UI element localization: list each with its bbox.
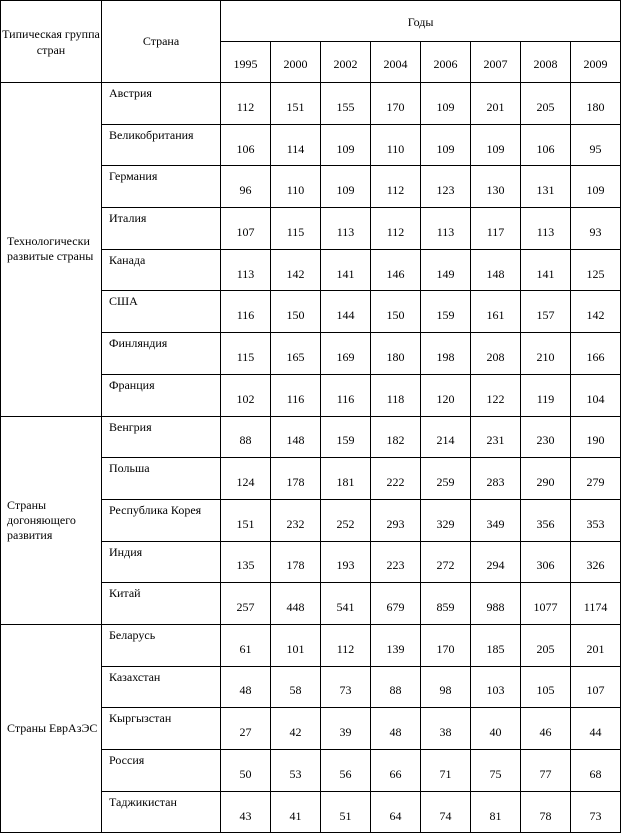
value-cell: 988: [471, 583, 521, 625]
value-cell: 178: [271, 541, 321, 583]
value-cell: 66: [371, 750, 421, 792]
country-cell: Финляндия: [102, 333, 221, 375]
value-cell: 185: [471, 624, 521, 666]
value-cell: 144: [321, 291, 371, 333]
value-cell: 230: [521, 416, 571, 458]
value-cell: 141: [321, 249, 371, 291]
country-cell: Республика Корея: [102, 499, 221, 541]
value-cell: 109: [421, 124, 471, 166]
value-cell: 679: [371, 583, 421, 625]
value-cell: 232: [271, 499, 321, 541]
value-cell: 109: [471, 124, 521, 166]
value-cell: 71: [421, 750, 471, 792]
value-cell: 78: [521, 791, 571, 833]
value-cell: 170: [371, 83, 421, 125]
value-cell: 157: [521, 291, 571, 333]
value-cell: 205: [521, 83, 571, 125]
value-cell: 124: [221, 458, 271, 500]
value-cell: 113: [421, 208, 471, 250]
value-cell: 279: [571, 458, 621, 500]
country-cell: США: [102, 291, 221, 333]
value-cell: 116: [271, 374, 321, 416]
value-cell: 56: [321, 750, 371, 792]
country-cell: Казахстан: [102, 666, 221, 708]
value-cell: 180: [371, 333, 421, 375]
header-years: Годы: [221, 1, 621, 42]
value-cell: 293: [371, 499, 421, 541]
value-cell: 96: [221, 166, 271, 208]
value-cell: 58: [271, 666, 321, 708]
value-cell: 110: [371, 124, 421, 166]
value-cell: 142: [271, 249, 321, 291]
value-cell: 150: [271, 291, 321, 333]
value-cell: 141: [521, 249, 571, 291]
value-cell: 283: [471, 458, 521, 500]
value-cell: 119: [521, 374, 571, 416]
value-cell: 149: [421, 249, 471, 291]
value-cell: 181: [321, 458, 371, 500]
value-cell: 159: [321, 416, 371, 458]
value-cell: 272: [421, 541, 471, 583]
value-cell: 61: [221, 624, 271, 666]
value-cell: 205: [521, 624, 571, 666]
value-cell: 106: [221, 124, 271, 166]
value-cell: 114: [271, 124, 321, 166]
value-cell: 193: [321, 541, 371, 583]
value-cell: 115: [221, 333, 271, 375]
value-cell: 294: [471, 541, 521, 583]
value-cell: 252: [321, 499, 371, 541]
year-header-cell: 2007: [471, 42, 521, 83]
value-cell: 541: [321, 583, 371, 625]
value-cell: 257: [221, 583, 271, 625]
country-cell: Китай: [102, 583, 221, 625]
year-header-cell: 2008: [521, 42, 571, 83]
value-cell: 109: [421, 83, 471, 125]
value-cell: 27: [221, 708, 271, 750]
header-country: Страна: [102, 1, 221, 83]
year-header-cell: 2006: [421, 42, 471, 83]
value-cell: 151: [271, 83, 321, 125]
value-cell: 113: [221, 249, 271, 291]
value-cell: 103: [471, 666, 521, 708]
value-cell: 101: [271, 624, 321, 666]
value-cell: 105: [521, 666, 571, 708]
value-cell: 74: [421, 791, 471, 833]
value-cell: 290: [521, 458, 571, 500]
value-cell: 98: [421, 666, 471, 708]
value-cell: 120: [421, 374, 471, 416]
year-header-cell: 2002: [321, 42, 371, 83]
value-cell: 142: [571, 291, 621, 333]
value-cell: 353: [571, 499, 621, 541]
group-cell: Технологически развитые страны: [1, 83, 102, 417]
value-cell: 110: [271, 166, 321, 208]
country-cell: Беларусь: [102, 624, 221, 666]
country-cell: Таджикистан: [102, 791, 221, 833]
value-cell: 112: [321, 624, 371, 666]
value-cell: 48: [371, 708, 421, 750]
value-cell: 41: [271, 791, 321, 833]
country-cell: Венгрия: [102, 416, 221, 458]
value-cell: 112: [371, 166, 421, 208]
value-cell: 109: [571, 166, 621, 208]
value-cell: 148: [471, 249, 521, 291]
value-cell: 68: [571, 750, 621, 792]
value-cell: 106: [521, 124, 571, 166]
value-cell: 73: [571, 791, 621, 833]
year-header-cell: 2009: [571, 42, 621, 83]
value-cell: 155: [321, 83, 371, 125]
value-cell: 38: [421, 708, 471, 750]
value-cell: 131: [521, 166, 571, 208]
value-cell: 39: [321, 708, 371, 750]
value-cell: 356: [521, 499, 571, 541]
country-cell: Великобритания: [102, 124, 221, 166]
value-cell: 125: [571, 249, 621, 291]
year-header-cell: 1995: [221, 42, 271, 83]
value-cell: 116: [321, 374, 371, 416]
year-header-cell: 2000: [271, 42, 321, 83]
value-cell: 859: [421, 583, 471, 625]
value-cell: 117: [471, 208, 521, 250]
value-cell: 180: [571, 83, 621, 125]
value-cell: 73: [321, 666, 371, 708]
table-row: [1, 83, 621, 125]
value-cell: 43: [221, 791, 271, 833]
value-cell: 53: [271, 750, 321, 792]
value-cell: 64: [371, 791, 421, 833]
value-cell: 329: [421, 499, 471, 541]
value-cell: 148: [271, 416, 321, 458]
value-cell: 109: [321, 166, 371, 208]
value-cell: 146: [371, 249, 421, 291]
group-cell: Страны догоняющего развития: [1, 416, 102, 624]
value-cell: 95: [571, 124, 621, 166]
value-cell: 259: [421, 458, 471, 500]
country-cell: Германия: [102, 166, 221, 208]
value-cell: 130: [471, 166, 521, 208]
value-cell: 201: [571, 624, 621, 666]
value-cell: 88: [371, 666, 421, 708]
value-cell: 178: [271, 458, 321, 500]
value-cell: 51: [321, 791, 371, 833]
value-cell: 40: [471, 708, 521, 750]
value-cell: 122: [471, 374, 521, 416]
value-cell: 42: [271, 708, 321, 750]
value-cell: 166: [571, 333, 621, 375]
value-cell: 104: [571, 374, 621, 416]
value-cell: 151: [221, 499, 271, 541]
value-cell: 112: [221, 83, 271, 125]
value-cell: 150: [371, 291, 421, 333]
value-cell: 118: [371, 374, 421, 416]
value-cell: 115: [271, 208, 321, 250]
group-cell: Страны ЕврАзЭС: [1, 624, 102, 832]
value-cell: 112: [371, 208, 421, 250]
value-cell: 93: [571, 208, 621, 250]
value-cell: 198: [421, 333, 471, 375]
value-cell: 1077: [521, 583, 571, 625]
value-cell: 170: [421, 624, 471, 666]
value-cell: 326: [571, 541, 621, 583]
value-cell: 306: [521, 541, 571, 583]
value-cell: 102: [221, 374, 271, 416]
value-cell: 210: [521, 333, 571, 375]
value-cell: 48: [221, 666, 271, 708]
value-cell: 214: [421, 416, 471, 458]
value-cell: 123: [421, 166, 471, 208]
header-group-type: Типическая группа стран: [1, 1, 102, 83]
value-cell: 349: [471, 499, 521, 541]
value-cell: 44: [571, 708, 621, 750]
value-cell: 159: [421, 291, 471, 333]
value-cell: 169: [321, 333, 371, 375]
value-cell: 222: [371, 458, 421, 500]
value-cell: 107: [221, 208, 271, 250]
value-cell: 208: [471, 333, 521, 375]
country-cell: Австрия: [102, 83, 221, 125]
country-cell: Италия: [102, 208, 221, 250]
table-body: [1, 83, 621, 833]
value-cell: 1174: [571, 583, 621, 625]
value-cell: 201: [471, 83, 521, 125]
value-cell: 77: [521, 750, 571, 792]
country-cell: Канада: [102, 249, 221, 291]
table-row: [1, 624, 621, 666]
value-cell: 448: [271, 583, 321, 625]
value-cell: 139: [371, 624, 421, 666]
value-cell: 81: [471, 791, 521, 833]
value-cell: 109: [321, 124, 371, 166]
country-cell: Россия: [102, 750, 221, 792]
country-cell: Франция: [102, 374, 221, 416]
country-cell: Индия: [102, 541, 221, 583]
value-cell: 165: [271, 333, 321, 375]
year-header-cell: 2004: [371, 42, 421, 83]
value-cell: 116: [221, 291, 271, 333]
value-cell: 50: [221, 750, 271, 792]
value-cell: 190: [571, 416, 621, 458]
value-cell: 161: [471, 291, 521, 333]
value-cell: 107: [571, 666, 621, 708]
value-cell: 113: [521, 208, 571, 250]
value-cell: 75: [471, 750, 521, 792]
value-cell: 46: [521, 708, 571, 750]
value-cell: 231: [471, 416, 521, 458]
table-row: [1, 416, 621, 458]
value-cell: 113: [321, 208, 371, 250]
value-cell: 88: [221, 416, 271, 458]
value-cell: 135: [221, 541, 271, 583]
value-cell: 182: [371, 416, 421, 458]
country-cell: Польша: [102, 458, 221, 500]
country-cell: Кыргызстан: [102, 708, 221, 750]
value-cell: 223: [371, 541, 421, 583]
